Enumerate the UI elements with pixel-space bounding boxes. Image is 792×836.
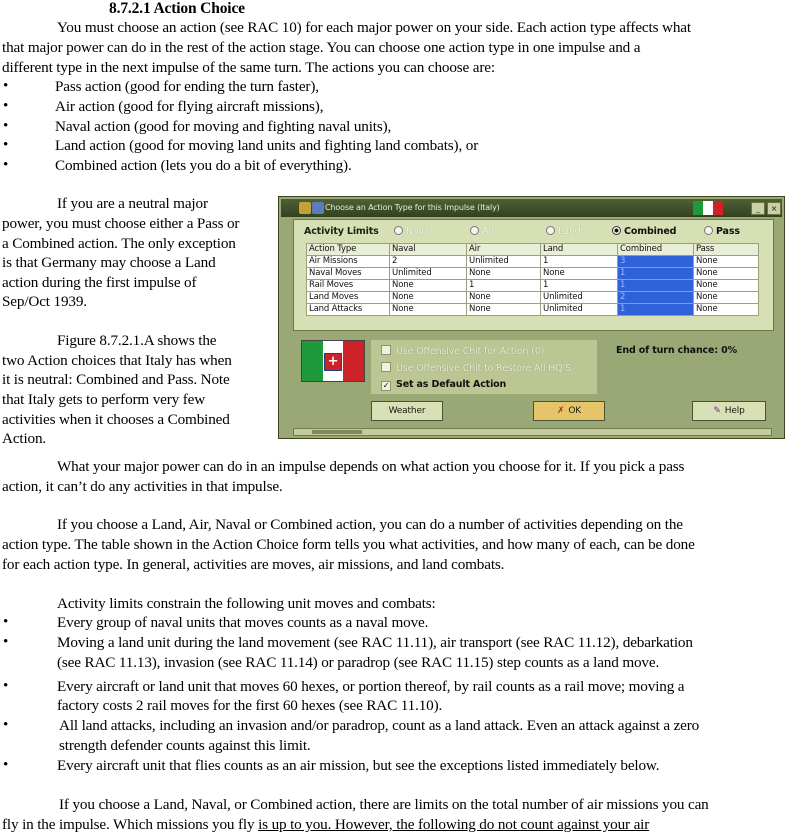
table-cell-selected: 2 [618, 292, 694, 304]
final-line-2a: fly in the impulse. Which missions you fly [2, 816, 259, 833]
activity-line-1: If you choose a Land, Air, Naval or Combined action, you can do a number of activities depending on the [57, 516, 683, 533]
limit-bullet-land-2: (see RAC 11.13), invasion (see RAC 11.14) or paradrop (see RAC 11.15) step counts as a land move. [57, 654, 660, 671]
neutral-line-5: action during the first impulse of [2, 274, 197, 291]
table-cell: Unlimited [541, 304, 618, 316]
table-cell: None [467, 268, 541, 280]
table-cell: Land Attacks [307, 304, 390, 316]
header-cell: Combined [618, 244, 694, 256]
neutral-line-6: Sep/Oct 1939. [2, 293, 87, 310]
header-cell: Air [467, 244, 541, 256]
bullet-icon: • [3, 77, 9, 94]
figure-line-4: that Italy gets to perform very few [2, 391, 206, 408]
neutral-line-1: If you are a neutral major [57, 195, 208, 212]
scrollbar[interactable] [293, 428, 772, 436]
table-cell: None [694, 304, 759, 316]
final-line-2 [2, 815, 649, 834]
table-cell: 1 [541, 280, 618, 292]
figure-line-1: Figure 8.7.2.1.A shows the [57, 332, 217, 349]
radio-pass[interactable]: Pass [704, 226, 740, 237]
table-cell: None [390, 304, 467, 316]
limit-bullet-attack-2: strength defender counts against this limit. [59, 737, 311, 754]
bullet-icon: • [3, 677, 9, 694]
limit-bullet-air: Every aircraft unit that flies counts as an air mission, but see the exceptions listed immediately below. [57, 757, 660, 774]
dialog-title: Choose an Action Type for this Impulse (Italy) [325, 203, 500, 212]
end-of-turn-chance: End of turn chance: 0% [616, 345, 737, 356]
figure-line-6: Action. [2, 430, 47, 447]
table-row [307, 304, 759, 316]
intro-line-3: different type in the next impulse of the same turn. The actions you can choose are: [2, 59, 495, 76]
header-cell: Pass [694, 244, 759, 256]
italy-flag-small-icon [693, 201, 723, 215]
table-row [307, 280, 759, 292]
ok-button[interactable]: ✗ OK [533, 401, 605, 421]
limit-bullet-attack-1: All land attacks, including an invasion and/or paradrop, count as a land attack. Even an attack against a zero [59, 717, 700, 734]
activity-line-2: action type. The table shown in the Action Choice form tells you what activities, and how many of each, can be done [2, 536, 695, 553]
table-cell: Unlimited [467, 256, 541, 268]
table-cell: None [694, 256, 759, 268]
intro-line-2: that major power can do in the rest of the action stage. You can choose one action type in one impulse and a [2, 39, 641, 56]
action-bullet-combined: Combined action (lets you do a bit of everything). [55, 157, 352, 174]
limit-bullet-naval: Every group of naval units that moves counts as a naval move. [57, 614, 429, 631]
figure-line-2: two Action choices that Italy has when [2, 352, 232, 369]
table-row [307, 268, 759, 280]
final-line-2b: is up to you. However, the following do not count against your air [258, 816, 650, 833]
neutral-line-4: is that Germany may choose a Land [2, 254, 216, 271]
header-cell: Land [541, 244, 618, 256]
table-cell: None [694, 268, 759, 280]
table-cell: 1 [467, 280, 541, 292]
neutral-line-2: power, you must choose either a Pass or [2, 215, 240, 232]
activity-limits-panel [293, 219, 774, 331]
table-cell: None [390, 292, 467, 304]
table-cell-selected: 1 [618, 268, 694, 280]
pass-line-2: action, it can’t do any activities in that impulse. [2, 478, 283, 495]
activity-limits-table [306, 243, 759, 316]
savoy-crest-icon: + [324, 353, 342, 371]
table-cell: None [467, 304, 541, 316]
table-cell-selected: 1 [618, 304, 694, 316]
bullet-icon: • [3, 156, 9, 173]
table-cell: 2 [390, 256, 467, 268]
table-cell: 1 [541, 256, 618, 268]
bullet-icon: • [3, 633, 9, 650]
table-cell: None [694, 292, 759, 304]
pass-line-1: What your major power can do in an impulse depends on what action you choose for it. If you pick a pass [57, 458, 685, 475]
section-heading: 8.7.2.1 Action Choice [109, 0, 245, 17]
bullet-icon: • [3, 716, 9, 733]
ok-icon: ✗ [556, 406, 565, 416]
action-bullet-pass: Pass action (good for ending the turn faster), [55, 78, 319, 95]
checkbox-restore-hqs: Use Offensive Chit to Restore All HQ'S [381, 362, 571, 374]
weather-button[interactable]: Weather [371, 401, 443, 421]
table-cell: None [694, 280, 759, 292]
minimize-icon[interactable]: _ [751, 202, 765, 215]
radio-combined[interactable]: Combined [612, 226, 676, 237]
close-icon[interactable]: × [767, 202, 781, 215]
action-bullet-naval: Naval action (good for moving and fighting naval units), [55, 118, 392, 135]
help-icon: ✎ [713, 406, 721, 416]
table-cell: None [541, 268, 618, 280]
checkbox-default-action[interactable]: ✓ Set as Default Action [382, 379, 507, 390]
table-cell: None [390, 280, 467, 292]
check-icon: ✓ [382, 381, 390, 390]
bullet-icon: • [3, 136, 9, 153]
italy-flag-icon [301, 340, 365, 382]
game-icon [299, 202, 311, 214]
table-cell-selected: 3 [618, 256, 694, 268]
bullet-icon: • [3, 613, 9, 630]
limits-intro: Activity limits constrain the following unit moves and combats: [57, 595, 436, 612]
table-cell: Unlimited [390, 268, 467, 280]
header-cell: Action Type [307, 244, 390, 256]
bullet-icon: • [3, 97, 9, 114]
radio-air: Air [470, 226, 495, 237]
bullet-icon: • [3, 117, 9, 134]
action-bullet-air: Air action (good for flying aircraft missions), [55, 98, 324, 115]
table-row [307, 292, 759, 304]
figure-line-5: activities when it chooses a Combined [2, 411, 230, 428]
header-cell: Naval [390, 244, 467, 256]
table-cell: Air Missions [307, 256, 390, 268]
table-header-row [307, 244, 759, 256]
limit-bullet-rail-1: Every aircraft or land unit that moves 60 hexes, or portion thereof, by rail counts as a rail move; moving a [57, 678, 685, 695]
window-icon [312, 202, 324, 214]
radio-land: Land [546, 226, 581, 237]
action-bullet-land: Land action (good for moving land units and fighting land combats), or [55, 137, 479, 154]
table-cell: Naval Moves [307, 268, 390, 280]
options-panel [371, 340, 597, 394]
activity-line-3: for each action type. In general, activities are moves, air missions, and land combats. [2, 556, 505, 573]
neutral-line-3: a Combined action. The only exception [2, 235, 236, 252]
bullet-icon: • [3, 756, 9, 773]
table-row [307, 256, 759, 268]
limit-bullet-rail-2: factory costs 2 rail moves for the first 60 hexes (see RAC 11.10). [57, 697, 443, 714]
table-cell: Unlimited [541, 292, 618, 304]
help-button[interactable]: ✎ Help [692, 401, 766, 421]
table-cell-selected: 1 [618, 280, 694, 292]
table-cell: None [467, 292, 541, 304]
dialog-title-bar [281, 199, 782, 217]
table-cell: Land Moves [307, 292, 390, 304]
intro-line-1: You must choose an action (see RAC 10) for each major power on your side. Each action type affects what [57, 19, 691, 36]
figure-line-3: it is neutral: Combined and Pass. Note [2, 371, 230, 388]
checkbox-offensive-chit: Use Offensive Chit for Action (0) [381, 345, 544, 357]
action-choice-dialog [278, 196, 785, 439]
table-cell: Rail Moves [307, 280, 390, 292]
radio-naval: Naval [394, 226, 432, 237]
limit-bullet-land-1: Moving a land unit during the land movement (see RAC 11.11), air transport (see RAC 11.12), debarkation [57, 634, 693, 651]
activity-limits-label: Activity Limits [304, 226, 379, 237]
final-line-1: If you choose a Land, Naval, or Combined action, there are limits on the total number of air missions you can [59, 796, 709, 813]
